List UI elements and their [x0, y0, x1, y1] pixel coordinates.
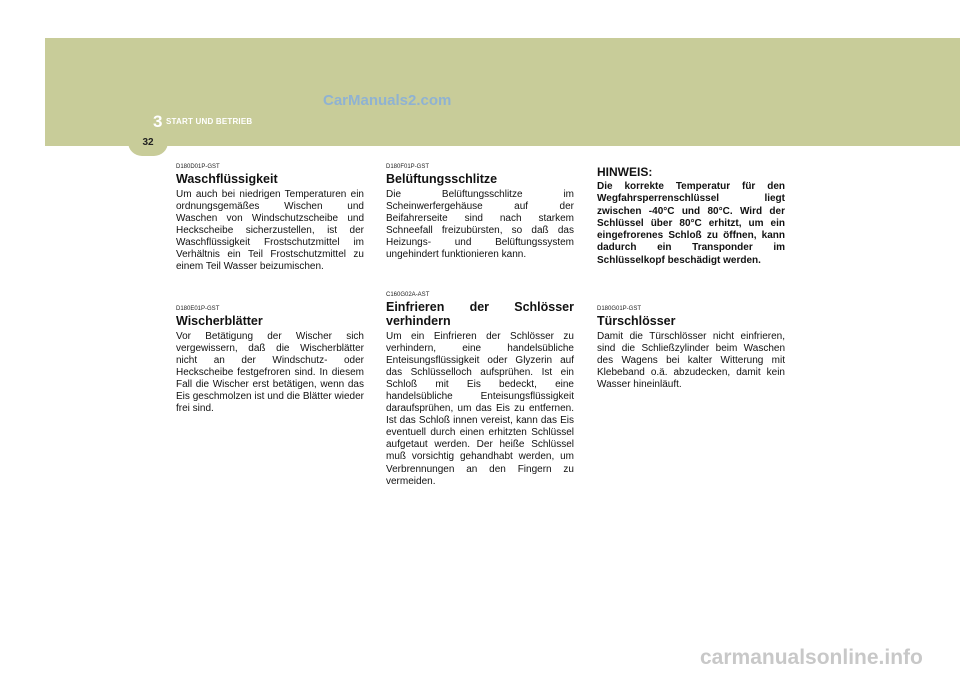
section-belueftungsschlitze — [386, 164, 574, 261]
section-title: Einfrieren der Schlösser verhindern — [386, 300, 574, 328]
section-title: Belüftungsschlitze — [386, 172, 498, 186]
chapter-title: START UND BETRIEB — [166, 117, 253, 126]
section-text: Um ein Einfrieren der Schlösser zu verhindern, eine handelsübliche Enteisungsflüssigkeit oder Glyzerin auf das Schlüsselloch aufsprühen. Ist ein Schloß mit Eis bedeckt, eine handelsübliche Enteisungsflüssigkeit daraufsprühen, um das Eis zu entfernen. Ist das Schloß innen vereist, kann das Eis eventuell durch einen erhitzten Schlüssel aufgetaut werden. Der heiße Schlüssel muß vorsichtig gehandhabt werden, um Verbrennungen an den Fingern zu vermeiden. — [386, 331, 574, 487]
section-waschfluessigkeit — [176, 164, 364, 273]
section-text: Die Belüftungsschlitze im Scheinwerfergehäuse auf der Beifahrerseite sind nach starkem Schneefall freizubürsten, so daß das Heizungs- und Belüftungssystem ungehindert funktionieren kann. — [386, 189, 574, 261]
note-text: Die korrekte Temperatur für den Wegfahrsperrenschlüssel liegt zwischen -40°C und 80°C. Wird der Schlüssel über 80°C erhitzt, um ein eingefrorenes Schloß zu öffnen, kann dadurch ein Transponder im Schlüsselkopf beschädigt werden. — [597, 181, 785, 266]
header-band — [45, 38, 960, 146]
section-einfrieren — [386, 292, 574, 488]
note-hinweis — [597, 165, 785, 267]
section-code: D180D01P-GST — [176, 164, 220, 170]
watermark-bottom[interactable]: carmanualsonline.info — [700, 646, 923, 669]
section-text: Damit die Türschlösser nicht einfrieren, sind die Schließzylinder beim Waschen des Wagens bei kalter Witterung mit Klebeband o.ä. abzudecken, damit kein Wasser hineinläuft. — [597, 331, 785, 391]
chapter-number: 3 — [153, 112, 163, 131]
section-tuerschloesser — [597, 306, 785, 391]
note-title: HINWEIS: — [597, 165, 653, 179]
section-title: Wischerblätter — [176, 314, 263, 328]
section-code: D180G01P-GST — [597, 306, 642, 312]
watermark-top[interactable]: CarManuals2.com — [323, 92, 452, 109]
section-title: Waschflüssigkeit — [176, 172, 278, 186]
section-code: D180E01P-GST — [176, 306, 220, 312]
section-code: C160G02A-AST — [386, 292, 430, 298]
section-wischerblaetter — [176, 306, 364, 415]
section-text: Um auch bei niedrigen Temperaturen ein ordnungsgemäßes Wischen und Waschen von Windschutzscheibe und Heckscheibe sicherzustellen, ist der Waschflüssigkeit Frostschutzmittel im Verhältnis ein Teil Frostschutzmittel zu einem Teil Wasser beizumischen. — [176, 189, 364, 273]
section-title: Türschlösser — [597, 314, 676, 328]
section-code: D180F01P-GST — [386, 164, 430, 170]
page-number: 32 — [142, 137, 154, 148]
section-text: Vor Betätigung der Wischer sich vergewissern, daß die Wischerblätter nicht an der Windschutz- oder Heckscheibe festgefroren sind. In diesem Fall die Wischer erst betätigen, wenn das Eis geschmolzen ist und die Blätter wieder frei sind. — [176, 331, 364, 415]
